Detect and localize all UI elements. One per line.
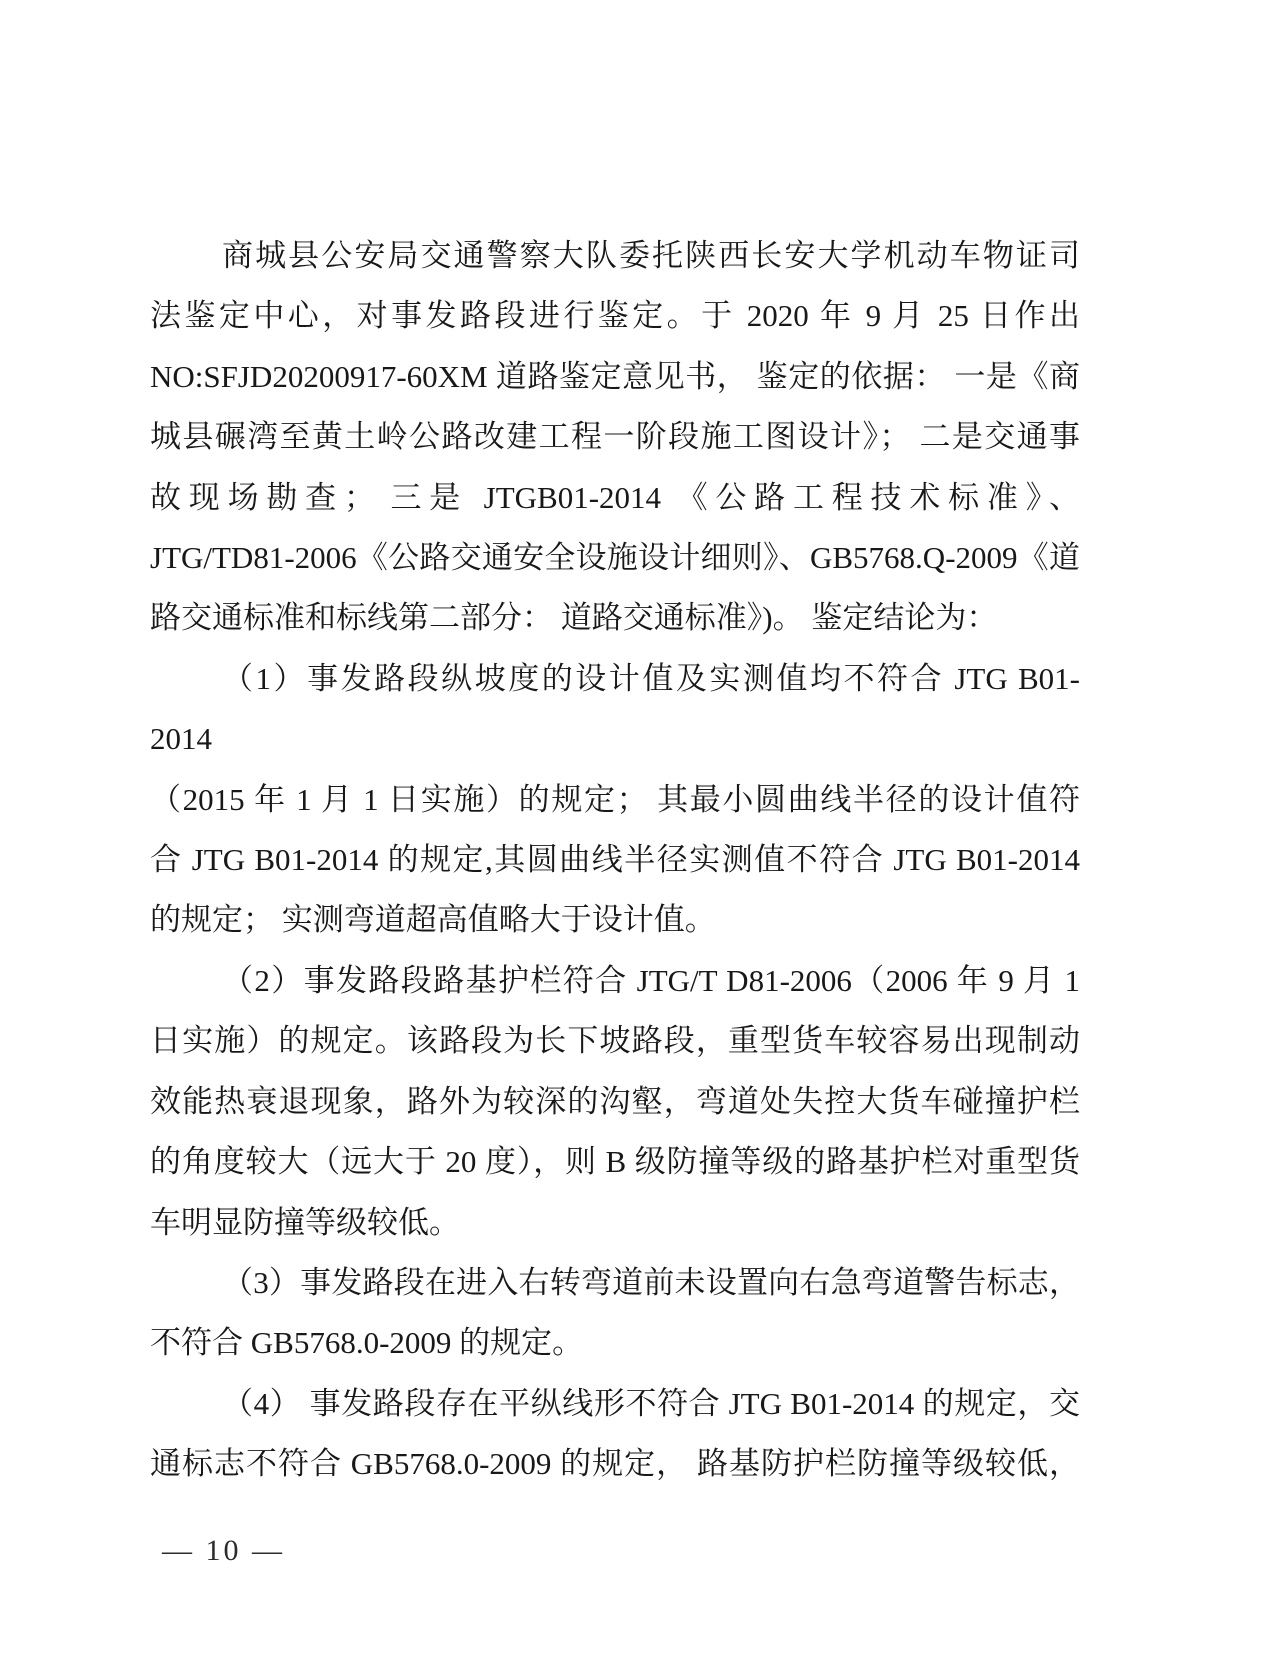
text-line: 不符合 GB5768.0-2009 的规定。	[150, 1325, 584, 1361]
text-line: 日实施）的规定。该路段为长下坡路段，重型货车较容易出现制动	[150, 1023, 1080, 1059]
document-body	[150, 226, 1080, 1495]
text-line: NO:SFJD20200917-60XM 道路鉴定意见书， 鉴定的依据： 一是《商	[150, 358, 1080, 394]
text-line: （2）事发路段路基护栏符合 JTG/T D81-2006（2006 年 9 月 1	[222, 962, 1080, 998]
text-line: 通标志不符合 GB5768.0-2009 的规定， 路基防护栏防撞等级较低，	[150, 1446, 1080, 1482]
text-line: （1）事发路段纵坡度的设计值及实测值均不符合 JTG B01-2014	[150, 660, 1080, 757]
text-line: 故现场勘查； 三是 JTGB01-2014 《公路工程技术标准》、	[150, 479, 1080, 515]
text-line: 效能热衰退现象，路外为较深的沟壑，弯道处失控大货车碰撞护栏	[150, 1083, 1080, 1119]
text-line: 城县碾湾至黄土岭公路改建工程一阶段施工图设计》； 二是交通事	[150, 419, 1080, 455]
paragraph	[150, 1253, 1080, 1374]
page-number: — 10 —	[162, 1534, 285, 1567]
text-line: （3）事发路段在进入右转弯道前未设置向右急弯道警告标志，	[222, 1264, 1080, 1300]
paragraph	[150, 226, 1080, 649]
paragraph	[150, 1374, 1080, 1495]
text-line: JTG/TD81-2006《公路交通安全设施设计细则》、GB5768.Q-2009《道	[150, 540, 1080, 576]
text-line: 法鉴定中心，对事发路段进行鉴定。于 2020 年 9 月 25 日作出	[150, 298, 1080, 334]
text-line: （4） 事发路段存在平纵线形不符合 JTG B01-2014 的规定，交	[222, 1385, 1080, 1421]
text-line: 的规定； 实测弯道超高值略大于设计值。	[150, 902, 716, 938]
text-line: 路交通标准和标线第二部分： 道路交通标准》)。 鉴定结论为：	[150, 600, 998, 636]
paragraph	[150, 951, 1080, 1253]
text-line: 的角度较大（远大于 20 度），则 B 级防撞等级的路基护栏对重型货	[150, 1144, 1080, 1180]
text-line: 合 JTG B01-2014 的规定,其圆曲线半径实测值不符合 JTG B01-2014	[150, 842, 1080, 878]
text-line: 商城县公安局交通警察大队委托陕西长安大学机动车物证司	[222, 238, 1080, 273]
paragraph	[150, 649, 1080, 951]
text-line: 车明显防撞等级较低。	[150, 1204, 460, 1240]
text-line: （2015 年 1 月 1 日实施）的规定； 其最小圆曲线半径的设计值符	[150, 781, 1080, 817]
